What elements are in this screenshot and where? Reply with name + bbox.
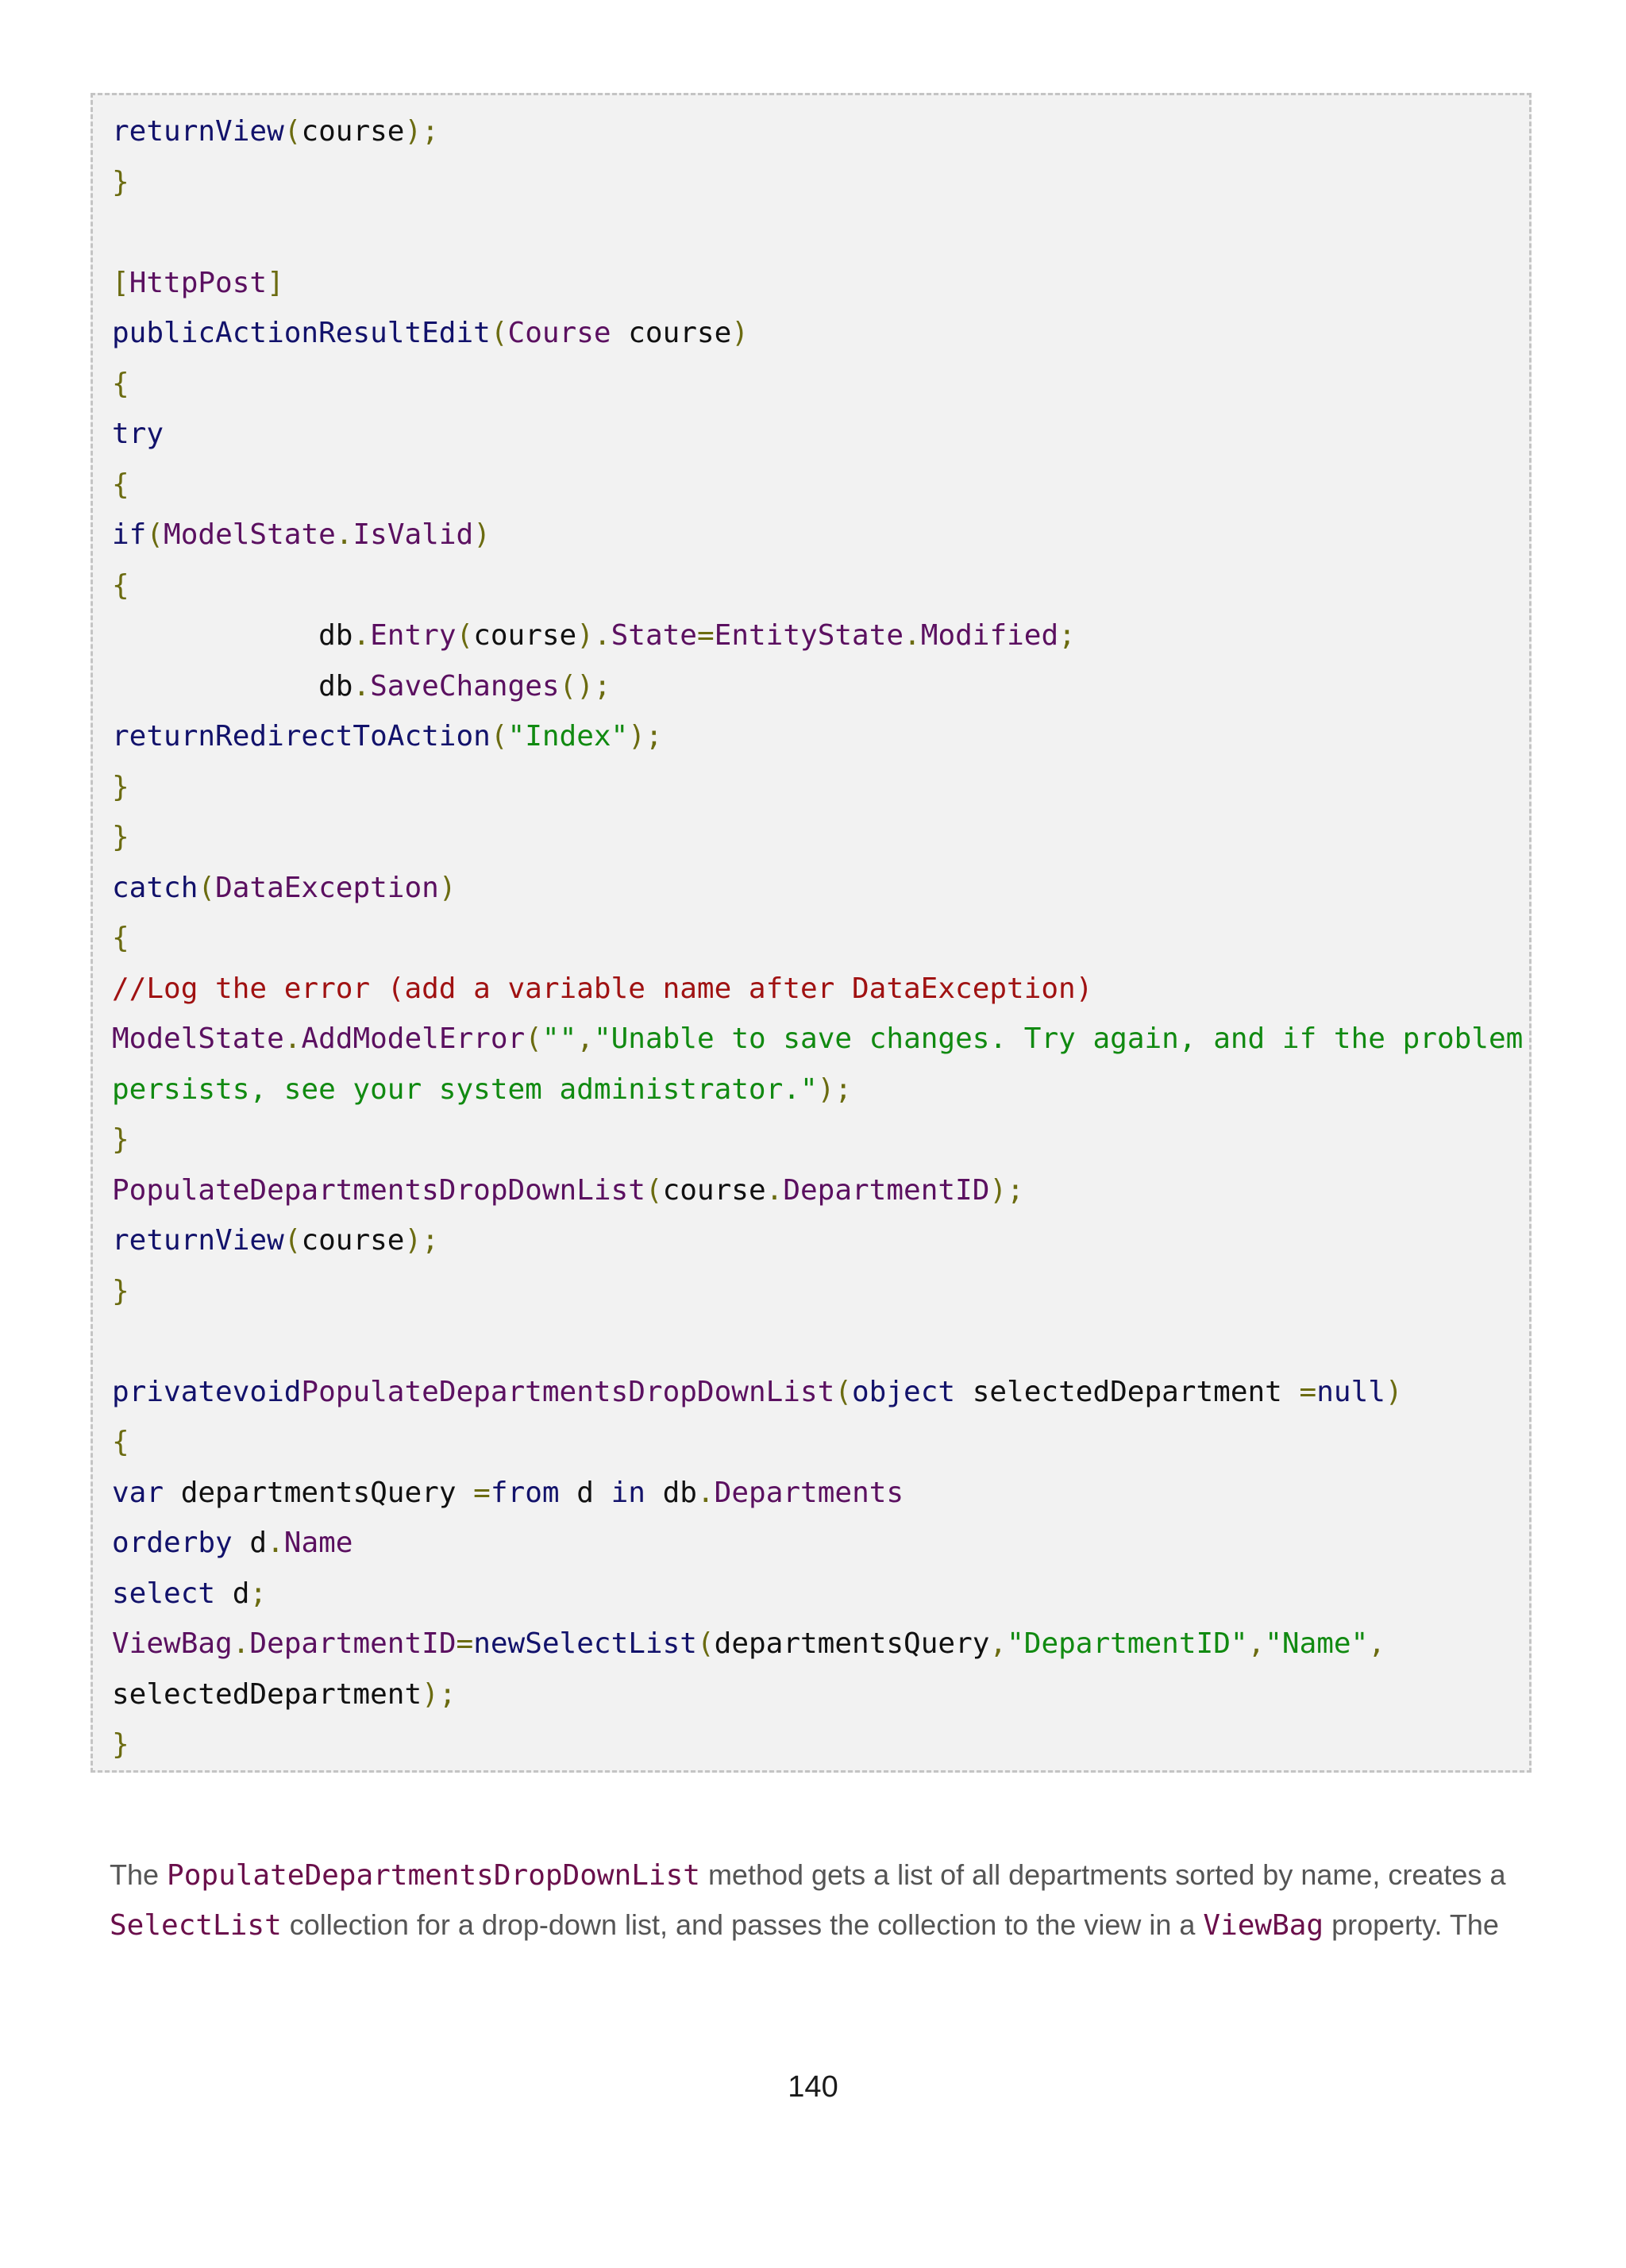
code-line bbox=[112, 1518, 1521, 1569]
code-token: course bbox=[662, 1173, 766, 1207]
code-token: . bbox=[267, 1527, 284, 1559]
code-token: } bbox=[112, 1274, 129, 1307]
code-token: course bbox=[301, 1224, 405, 1257]
paragraph-line-2 bbox=[110, 1900, 1523, 1950]
code-token: , bbox=[576, 1022, 594, 1055]
code-token: EntityState bbox=[714, 619, 904, 652]
code-token: Departments bbox=[714, 1476, 904, 1509]
code-token: { bbox=[112, 367, 129, 400]
code-token: { bbox=[112, 468, 129, 501]
code-token: , bbox=[1247, 1627, 1266, 1660]
code-line bbox=[112, 1669, 1521, 1720]
code-line bbox=[112, 1619, 1521, 1669]
code-token: selectedDepartment bbox=[112, 1677, 422, 1711]
code-token: db bbox=[645, 1476, 697, 1509]
code-line bbox=[112, 106, 1521, 157]
inline-code-selectlist: SelectList bbox=[110, 1909, 282, 1942]
code-token: ( bbox=[645, 1173, 663, 1207]
code-line bbox=[112, 510, 1521, 560]
code-token: ( bbox=[834, 1375, 852, 1408]
code-token: (); bbox=[559, 669, 611, 703]
code-token: Course bbox=[507, 317, 611, 349]
code-token: { bbox=[112, 568, 129, 602]
code-token: returnRedirectToAction bbox=[112, 720, 491, 753]
code-line bbox=[112, 964, 1521, 1015]
code-token: "Name" bbox=[1265, 1627, 1369, 1660]
code-line bbox=[112, 1569, 1521, 1619]
code-line bbox=[112, 913, 1521, 964]
code-token: . bbox=[696, 1476, 715, 1509]
code-token: . bbox=[353, 619, 371, 652]
code-token: ) bbox=[1385, 1375, 1403, 1408]
code-token: ModelState bbox=[164, 518, 336, 551]
code-token: in bbox=[611, 1476, 645, 1509]
code-token: ] bbox=[267, 266, 284, 299]
code-token: ViewBag bbox=[112, 1627, 233, 1660]
code-token: { bbox=[112, 922, 129, 954]
code-token: State bbox=[611, 619, 697, 652]
code-line bbox=[112, 610, 1521, 661]
code-token: returnView bbox=[112, 115, 284, 148]
code-line bbox=[112, 863, 1521, 914]
code-token: orderby bbox=[112, 1527, 233, 1559]
code-token: returnView bbox=[112, 1224, 284, 1257]
code-line bbox=[112, 1165, 1521, 1216]
code-token: Entry bbox=[370, 619, 457, 652]
code-token: IsValid bbox=[353, 518, 474, 551]
code-token: ( bbox=[283, 1224, 302, 1257]
code-token: ); bbox=[628, 720, 663, 753]
code-token: course bbox=[611, 317, 732, 349]
code-line bbox=[112, 1115, 1521, 1165]
paragraph-text: method gets a list of all departments sorted by name, creates a bbox=[699, 1858, 1506, 1891]
code-token: HttpPost bbox=[129, 266, 268, 299]
paragraph-text: collection for a drop-down list, and passes the collection to the view in a bbox=[281, 1908, 1204, 1941]
code-token: } bbox=[112, 1728, 129, 1761]
code-token: Modified bbox=[920, 619, 1059, 652]
code-token: "" bbox=[541, 1022, 577, 1055]
code-token: Name bbox=[283, 1527, 353, 1559]
code-token: if bbox=[112, 518, 147, 551]
code-token: d bbox=[559, 1476, 611, 1509]
code-token: ( bbox=[198, 871, 216, 904]
code-token: , bbox=[1368, 1627, 1385, 1660]
code-token: null bbox=[1316, 1375, 1385, 1408]
code-token: ModelState bbox=[112, 1022, 284, 1055]
code-token: DepartmentID bbox=[249, 1627, 457, 1660]
body-paragraph bbox=[110, 1850, 1523, 1950]
code-token: "Unable to save changes. Try again, and if the problem bbox=[593, 1022, 1524, 1055]
code-line bbox=[112, 207, 1521, 258]
code-token: . bbox=[353, 669, 371, 703]
code-token: ( bbox=[490, 317, 508, 349]
code-line bbox=[112, 711, 1521, 762]
code-line bbox=[112, 812, 1521, 863]
code-token: = bbox=[696, 619, 715, 652]
code-token: SaveChanges bbox=[370, 669, 560, 703]
code-token: departmentsQuery bbox=[714, 1627, 990, 1660]
code-token: . bbox=[335, 518, 353, 551]
code-line bbox=[112, 1719, 1521, 1770]
code-token: } bbox=[112, 770, 129, 803]
code-token: DepartmentID bbox=[783, 1173, 990, 1207]
code-token: newSelectList bbox=[473, 1627, 697, 1660]
code-line bbox=[112, 1266, 1521, 1317]
code-token: DataException bbox=[215, 871, 439, 904]
code-line bbox=[112, 1468, 1521, 1519]
code-token: ( bbox=[490, 720, 508, 753]
code-token: from bbox=[490, 1476, 560, 1509]
code-token: ) bbox=[438, 871, 457, 904]
code-token: persists, see your system administrator." bbox=[112, 1072, 818, 1106]
code-token: ); bbox=[404, 115, 439, 148]
code-token: selectedDepartment bbox=[955, 1375, 1300, 1408]
code-line bbox=[112, 359, 1521, 410]
page-number: 140 bbox=[788, 2070, 838, 2104]
code-token: publicActionResultEdit bbox=[112, 317, 491, 349]
code-token: ( bbox=[525, 1022, 542, 1055]
code-block bbox=[91, 93, 1532, 1773]
code-token: = bbox=[473, 1476, 491, 1509]
code-token: ( bbox=[456, 619, 474, 652]
code-token: PopulateDepartmentsDropDownList bbox=[301, 1375, 835, 1408]
inline-code-method: PopulateDepartmentsDropDownList bbox=[167, 1859, 700, 1892]
code-line bbox=[112, 1316, 1521, 1367]
code-token: ) bbox=[731, 317, 749, 349]
code-token: ); bbox=[989, 1173, 1024, 1207]
code-line bbox=[112, 1014, 1524, 1065]
code-token: } bbox=[112, 1123, 129, 1156]
code-line bbox=[112, 560, 1521, 611]
code-token: [ bbox=[112, 266, 129, 299]
code-token: ; bbox=[249, 1577, 268, 1610]
code-token: ); bbox=[404, 1224, 439, 1257]
code-token: try bbox=[112, 418, 164, 450]
code-line bbox=[112, 157, 1521, 208]
code-token: ( bbox=[283, 115, 302, 148]
paragraph-line-1 bbox=[110, 1850, 1523, 1900]
code-token: } bbox=[112, 165, 129, 198]
code-token: = bbox=[456, 1627, 474, 1660]
code-line bbox=[112, 1367, 1521, 1418]
code-line bbox=[112, 661, 1521, 712]
code-token: . bbox=[904, 619, 921, 652]
code-token: d bbox=[215, 1577, 250, 1610]
paragraph-text: The bbox=[110, 1858, 168, 1891]
code-token: course bbox=[473, 619, 577, 652]
code-token: db bbox=[112, 619, 353, 652]
code-token: ); bbox=[422, 1677, 457, 1711]
code-token: . bbox=[765, 1173, 784, 1207]
code-token: ) bbox=[473, 518, 491, 551]
code-token: ( bbox=[146, 518, 164, 551]
code-token: AddModelError bbox=[301, 1022, 526, 1055]
code-line bbox=[112, 762, 1521, 813]
code-token: ); bbox=[817, 1072, 852, 1106]
code-token: = bbox=[1299, 1375, 1317, 1408]
code-token: } bbox=[112, 821, 129, 853]
code-token: "Index" bbox=[507, 720, 629, 753]
code-token: ( bbox=[696, 1627, 715, 1660]
code-token: select bbox=[112, 1577, 216, 1610]
code-token: d bbox=[232, 1527, 268, 1559]
code-token: . bbox=[232, 1627, 250, 1660]
code-token: //Log the error (add a variable name after DataException) bbox=[112, 972, 1093, 1005]
code-line bbox=[112, 258, 1521, 309]
code-token: departmentsQuery bbox=[164, 1476, 474, 1509]
code-line bbox=[112, 409, 1521, 460]
code-token: var bbox=[112, 1476, 164, 1509]
code-line bbox=[112, 1417, 1521, 1468]
code-lines bbox=[112, 106, 1524, 1770]
inline-code-viewbag: ViewBag bbox=[1203, 1909, 1324, 1942]
code-line bbox=[112, 1215, 1521, 1266]
code-token: catch bbox=[112, 871, 198, 904]
code-token: db bbox=[112, 669, 353, 703]
code-token: ; bbox=[1058, 619, 1076, 652]
paragraph-text: property. The bbox=[1324, 1908, 1499, 1941]
code-token: , bbox=[989, 1627, 1008, 1660]
code-token: { bbox=[112, 1426, 129, 1458]
code-token: course bbox=[301, 115, 405, 148]
code-token: object bbox=[852, 1375, 956, 1408]
code-token: PopulateDepartmentsDropDownList bbox=[112, 1173, 645, 1207]
code-line bbox=[112, 1065, 1521, 1115]
code-line bbox=[112, 460, 1521, 510]
code-token: . bbox=[283, 1022, 302, 1055]
code-token: privatevoid bbox=[112, 1375, 302, 1408]
code-line bbox=[112, 308, 1521, 359]
code-token: "DepartmentID" bbox=[1007, 1627, 1248, 1660]
code-token: ). bbox=[576, 619, 611, 652]
